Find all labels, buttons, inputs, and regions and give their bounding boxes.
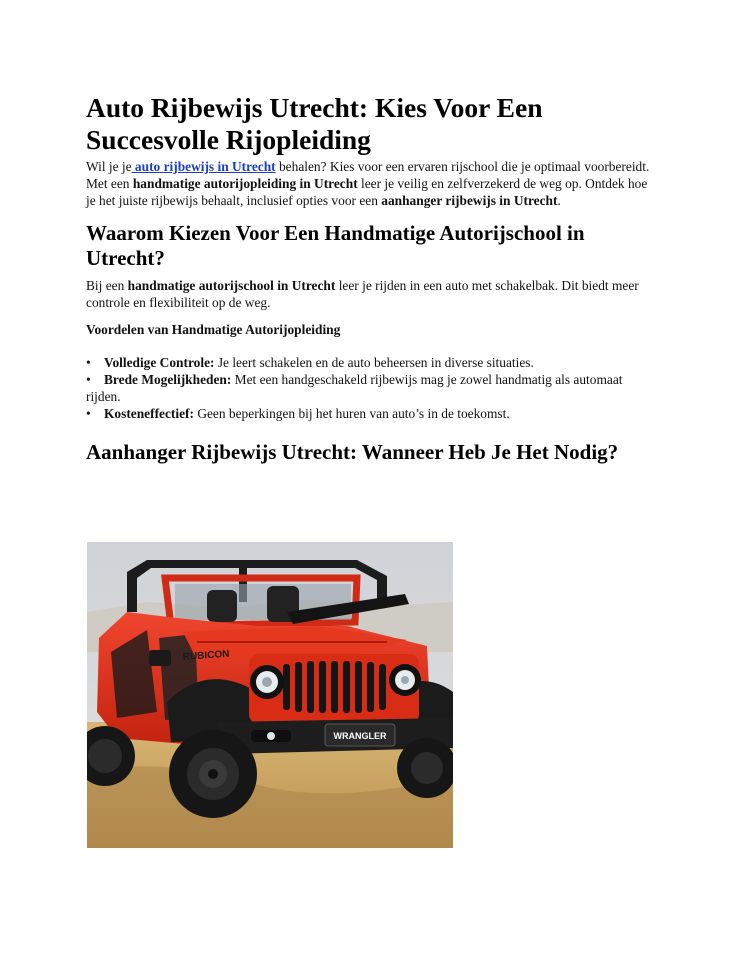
list-item-label: Brede Mogelijkheden: bbox=[104, 372, 232, 387]
benefits-list bbox=[86, 354, 658, 422]
intro-bold-1: handmatige autorijopleiding in Utrecht bbox=[132, 176, 358, 191]
list-item-text: Met een handgeschakeld rijbewijs mag je zowel handmatig als automaat rijden. bbox=[86, 372, 623, 404]
section1-bold: handmatige autorijschool in Utrecht bbox=[127, 278, 336, 293]
bullet-marker: • bbox=[86, 406, 91, 421]
section2-heading: Aanhanger Rijbewijs Utrecht: Wanneer Heb Je Het Nodig? bbox=[86, 440, 619, 464]
list-item-label: Kosteneffectief: bbox=[104, 406, 194, 421]
svg-text:WRANGLER: WRANGLER bbox=[333, 731, 387, 741]
intro-text-2: behalen? Kies voor een ervaren rijschool die je optimaal voorbereidt. Met een bbox=[86, 159, 650, 191]
document-page bbox=[86, 92, 658, 465]
rubicon-badge: RUBICON bbox=[182, 648, 230, 663]
jeep-wrangler-photo bbox=[87, 542, 453, 848]
list-item bbox=[86, 371, 658, 405]
list-item-label: Volledige Controle: bbox=[104, 355, 215, 370]
section1-text-2: leer je rijden in een auto met schakelbak. Dit biedt meer controle en flexibiliteit op de weg. bbox=[86, 278, 639, 310]
intro-text-1: Wil je je bbox=[86, 159, 132, 174]
intro-bold-2: aanhanger rijbewijs in Utrecht bbox=[381, 193, 558, 208]
list-item bbox=[86, 405, 658, 422]
bullet-marker: • bbox=[86, 355, 91, 370]
section1-text-1: Bij een bbox=[86, 278, 128, 293]
section1-paragraph bbox=[86, 277, 658, 311]
intro-text-4: . bbox=[557, 193, 561, 208]
bullet-marker: • bbox=[86, 372, 91, 387]
auto-rijbewijs-link[interactable]: auto rijbewijs in Utrecht bbox=[131, 159, 276, 174]
list-item-text: Geen beperkingen bij het huren van auto’s in de toekomst. bbox=[193, 406, 510, 421]
section1-subheading: Voordelen van Handmatige Autorijopleiding bbox=[86, 322, 341, 337]
section1-heading: Waarom Kiezen Voor Een Handmatige Autorijschool in Utrecht? bbox=[86, 221, 585, 270]
page-title: Auto Rijbewijs Utrecht: Kies Voor Een Succesvolle Rijopleiding bbox=[86, 92, 543, 155]
intro-text-3: leer je veilig en zelfverzekerd de weg op. Ontdek hoe je het juiste rijbewijs behaalt, inclusief opties voor een bbox=[86, 176, 648, 208]
intro-paragraph bbox=[86, 158, 658, 209]
grille-slots bbox=[283, 661, 386, 713]
list-item bbox=[86, 354, 658, 371]
front-wheel bbox=[169, 730, 257, 818]
list-item-text: Je leert schakelen en de auto beheersen in diverse situaties. bbox=[214, 355, 534, 370]
